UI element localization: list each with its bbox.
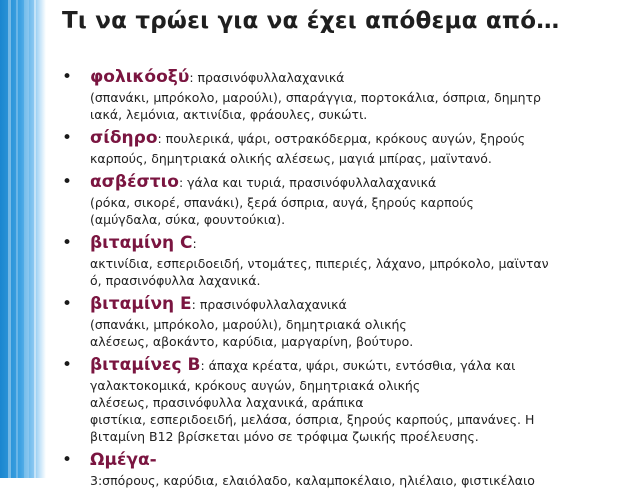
list-item [60, 171, 634, 228]
food-line: 3:σπόρους, καρύδια, ελαιόλαδο, καλαμποκέλαιο, ηλιέλαιο, φιστικέλαιο [90, 473, 535, 488]
bullet-icon: • [62, 67, 73, 87]
nutrient-term: βιταμίνες Β [90, 355, 201, 375]
food-list: : πουλερικά, ψάρι, οστρακόδερμα, κρόκους αυγών, ξηρούς [157, 131, 526, 146]
nutrient-term: φολικόοξύ [90, 67, 190, 87]
food-line: ακτινίδια, εσπεριδοειδή, ντομάτες, πιπεριές, λάχανο, μπρόκολο, μαϊνταν [90, 256, 549, 271]
band-stripe [16, 0, 18, 478]
list-item [60, 127, 634, 167]
food-line: ιακά, λεμόνια, ακτινίδια, φράουλες, συκώτι. [90, 107, 368, 122]
food-line: (σπανάκι, μπρόκολο, μαρούλι), δημητριακά ολικής [90, 317, 407, 332]
nutrient-term: Ωμέγα- [90, 450, 157, 470]
band-stripe [8, 0, 11, 478]
food-list: : [192, 236, 197, 251]
bullet-icon: • [62, 172, 73, 192]
food-line: ό, πρασινόφυλλα λαχανικά. [90, 273, 261, 288]
bullet-list [60, 66, 634, 489]
food-line: αλέσεως, πρασινόφυλλα λαχανικά, αράπικα [90, 395, 364, 410]
bullet-icon: • [62, 355, 73, 375]
list-item [60, 354, 634, 445]
nutrient-term: βιταμίνη C [90, 233, 193, 253]
food-line: γαλακτοκομικά, κρόκους αυγών, δημητριακά ολικής [90, 378, 421, 393]
bullet-icon: • [62, 294, 73, 314]
nutrient-term: σίδηρο [90, 128, 158, 148]
food-line: καρπούς, δημητριακά ολικής αλέσεως, μαγιά μπίρας, μαϊντανό. [90, 151, 492, 166]
decorative-side-band [0, 0, 46, 478]
band-stripe [24, 0, 29, 478]
slide-title: Τι να τρώει για να έχει απόθεμα από… [62, 8, 560, 34]
band-stripe [34, 0, 36, 478]
food-line: (αμύγδαλα, σύκα, φουντούκια). [90, 212, 286, 227]
food-list: : γάλα και τυριά, πρασινόφυλλαλαχανικά [178, 175, 437, 190]
food-line: βιταμίνη Β12 βρίσκεται μόνο σε τρόφιμα ζωικής προέλευσης. [90, 429, 479, 444]
food-list: : πρασινόφυλλαλαχανικά [189, 70, 345, 85]
list-item [60, 66, 634, 123]
food-list: : πρασινόφυλλαλαχανικά [191, 297, 347, 312]
list-item [60, 293, 634, 350]
bullet-icon: • [62, 233, 73, 253]
list-item [60, 232, 634, 289]
nutrient-term: βιταμίνη Ε [90, 294, 192, 314]
list-item [60, 449, 634, 489]
bullet-icon: • [62, 128, 73, 148]
food-line: φιστίκια, εσπεριδοειδή, μελάσα, όσπρια, ξηρούς καρπούς, μπανάνες. Η [90, 412, 535, 427]
food-line: (ρόκα, σικορέ, σπανάκι), ξερά όσπρια, αυγά, ξηρούς καρπούς [90, 195, 474, 210]
food-list: : άπαχα κρέατα, ψάρι, συκώτι, εντόσθια, γάλα και [200, 358, 516, 373]
food-line: αλέσεως, αβοκάντο, καρύδια, μαργαρίνη, βούτυρο. [90, 334, 414, 349]
nutrient-term: ασβέστιο [90, 172, 179, 192]
bullet-icon: • [62, 450, 73, 470]
food-line: (σπανάκι, μπρόκολο, μαρούλι), σπαράγγια, πορτοκάλια, όσπρια, δημητρ [90, 90, 541, 105]
